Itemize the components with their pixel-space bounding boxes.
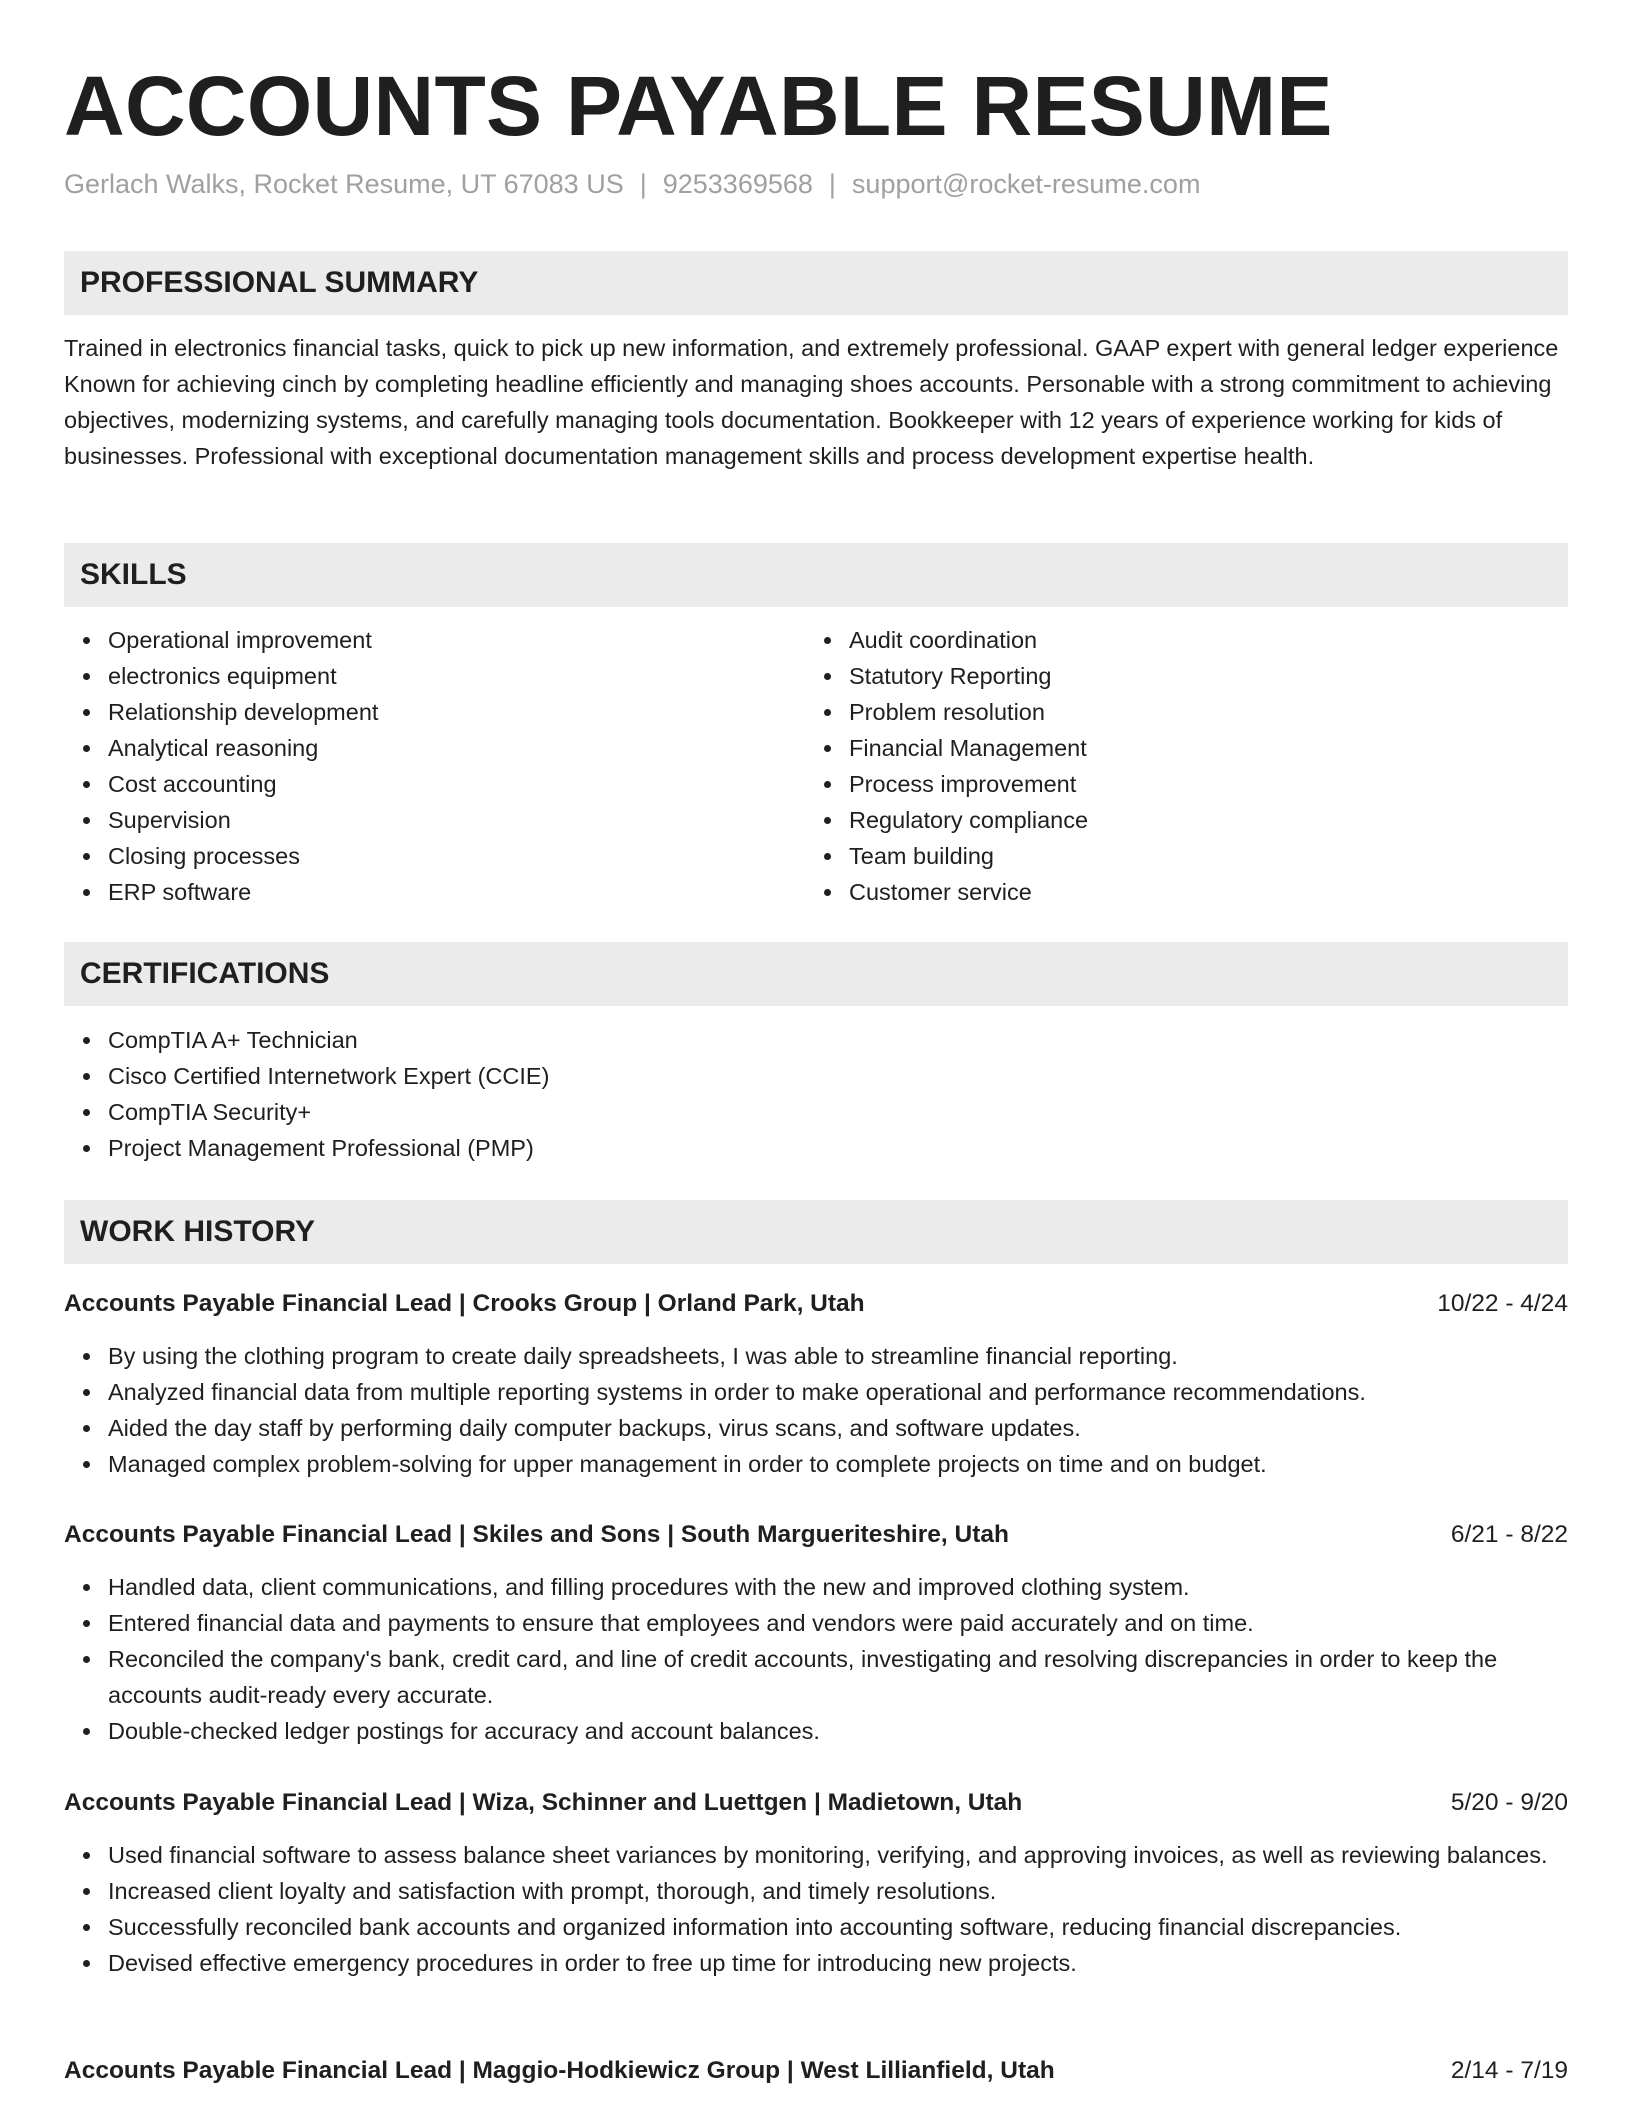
job-dates: 6/21 - 8/22: [1450, 1521, 1568, 1548]
section-heading-summary: PROFESSIONAL SUMMARY: [64, 251, 1568, 315]
skill-item: electronics equipment: [108, 658, 808, 694]
job-bullet: Increased client loyalty and satisfaction with prompt, thorough, and timely resolutions.: [108, 1873, 1568, 1909]
section-heading-certifications: CERTIFICATIONS: [64, 942, 1568, 1006]
summary-text: Trained in electronics financial tasks, quick to pick up new information, and extremely professional. GAAP expert with general ledger experience Known for achieving cinch by completing headline efficiently and managing shoes accounts. Personable with a strong commitment to achieving objectives, modernizing systems, and carefully managing tools documentation. Bookkeeper with 12 years of experience working for kids of businesses. Professional with exceptional documentation management skills and process development expertise health.: [64, 335, 1559, 469]
skill-item: Relationship development: [108, 694, 808, 730]
contact-line: [64, 166, 1200, 202]
job-bullet: Entered financial data and payments to ensure that employees and vendors were paid accurately and on time.: [108, 1605, 1568, 1641]
job-bullet: Devised effective emergency procedures in order to free up time for introducing new projects.: [108, 1945, 1568, 1981]
job-title: Accounts Payable Financial Lead | Wiza, Schinner and Luettgen | Madietown, Utah: [64, 1789, 1023, 1816]
skill-item: Problem resolution: [849, 694, 1549, 730]
skill-item: Operational improvement: [108, 622, 808, 658]
job-bullet: Used financial software to assess balance sheet variances by monitoring, verifying, and approving invoices, as well as reviewing balances.: [108, 1837, 1568, 1873]
job-bullets: [64, 1569, 1568, 1749]
job-header: [64, 1286, 1568, 1322]
job-dates: 5/20 - 9/20: [1450, 1789, 1568, 1816]
job-bullet: Analyzed financial data from multiple reporting systems in order to make operational and performance recommendations.: [108, 1374, 1568, 1410]
job-header: [64, 1785, 1568, 1821]
certification-item: CompTIA A+ Technician: [108, 1022, 1568, 1058]
skill-item: Cost accounting: [108, 766, 808, 802]
contact-email: support@rocket-resume.com: [851, 169, 1201, 199]
contact-phone: 9253369568: [662, 169, 813, 199]
job-header: [64, 2053, 1568, 2089]
job-dates: 10/22 - 4/24: [1437, 1290, 1568, 1317]
skills-list-left: [64, 622, 808, 910]
skill-item: Regulatory compliance: [849, 802, 1549, 838]
section-heading-work-history: WORK HISTORY: [64, 1200, 1568, 1264]
certification-item: Cisco Certified Internetwork Expert (CCIE): [108, 1058, 1568, 1094]
contact-separator: |: [828, 169, 836, 199]
job-bullet: Aided the day staff by performing daily computer backups, virus scans, and software updates.: [108, 1410, 1568, 1446]
skill-item: Statutory Reporting: [849, 658, 1549, 694]
skill-item: Team building: [849, 838, 1549, 874]
job-title: Accounts Payable Financial Lead | Maggio-Hodkiewicz Group | West Lillianfield, Utah: [64, 2057, 1055, 2084]
job-bullet: Reconciled the company's bank, credit card, and line of credit accounts, investigating and resolving discrepancies in order to keep the accounts audit-ready every accurate.: [108, 1641, 1568, 1713]
certifications-list: [64, 1022, 1568, 1166]
skill-item: Financial Management: [849, 730, 1549, 766]
resume-title: ACCOUNTS PAYABLE RESUME: [64, 59, 1333, 153]
job-bullet: Successfully reconciled bank accounts and organized information into accounting software, reducing financial discrepancies.: [108, 1909, 1568, 1945]
job-header: [64, 1517, 1568, 1553]
contact-separator: |: [639, 169, 647, 199]
skill-item: Customer service: [849, 874, 1549, 910]
section-heading-skills: SKILLS: [64, 543, 1568, 607]
skill-item: Closing processes: [108, 838, 808, 874]
job-bullet: By using the clothing program to create daily spreadsheets, I was able to streamline financial reporting.: [108, 1338, 1568, 1374]
job-bullet: Double-checked ledger postings for accuracy and account balances.: [108, 1713, 1568, 1749]
skills-list-right: [805, 622, 1549, 910]
skill-item: Process improvement: [849, 766, 1549, 802]
job-bullets: [64, 1338, 1568, 1482]
skill-item: Supervision: [108, 802, 808, 838]
job-dates: 2/14 - 7/19: [1450, 2057, 1568, 2084]
skill-item: Audit coordination: [849, 622, 1549, 658]
job-bullet: Handled data, client communications, and filling procedures with the new and improved clothing system.: [108, 1569, 1568, 1605]
skill-item: Analytical reasoning: [108, 730, 808, 766]
certification-item: Project Management Professional (PMP): [108, 1130, 1568, 1166]
job-bullets: [64, 1837, 1568, 1981]
contact-address: Gerlach Walks, Rocket Resume, UT 67083 US: [64, 169, 624, 199]
job-bullet: Managed complex problem-solving for upper management in order to complete projects on time and on budget.: [108, 1446, 1568, 1482]
skill-item: ERP software: [108, 874, 808, 910]
job-title: Accounts Payable Financial Lead | Crooks Group | Orland Park, Utah: [64, 1290, 865, 1317]
certification-item: CompTIA Security+: [108, 1094, 1568, 1130]
job-title: Accounts Payable Financial Lead | Skiles and Sons | South Margueriteshire, Utah: [64, 1521, 1009, 1548]
